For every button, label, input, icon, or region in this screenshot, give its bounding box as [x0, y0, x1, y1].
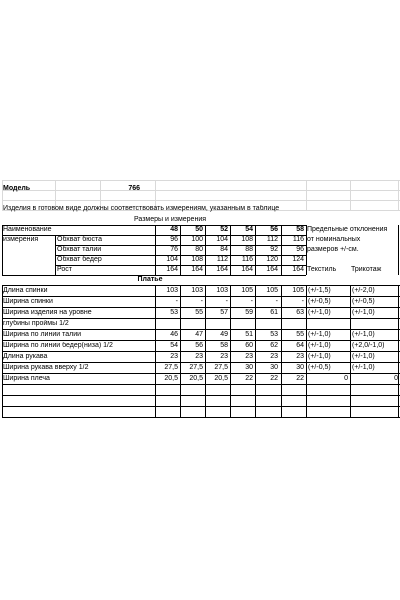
grid-line — [2, 225, 3, 275]
garment-row-value: 20,5 — [189, 375, 203, 382]
garment-row-value: 20,5 — [164, 375, 178, 382]
grid-line — [2, 190, 400, 191]
body-row-value: 164 — [292, 266, 304, 273]
grid-line — [2, 373, 400, 374]
body-row-value: 108 — [191, 256, 203, 263]
garment-row-knit: (+2,0/-1,0) — [352, 342, 385, 349]
garment-row-value: - — [225, 298, 228, 305]
garment-row-knit: (+/-1,0) — [352, 309, 375, 316]
grid-line — [155, 285, 156, 417]
grid-line — [2, 351, 400, 352]
body-row-value: 96 — [170, 236, 178, 243]
body-row-value: 164 — [216, 266, 228, 273]
garment-row-value: 60 — [245, 342, 253, 349]
garment-row-knit: (+/-1,0) — [352, 364, 375, 371]
body-row-value: 112 — [216, 256, 228, 263]
garment-row-value: 57 — [220, 309, 228, 316]
body-row-value: 164 — [166, 266, 178, 273]
grid-line — [56, 245, 306, 246]
garment-row-value: 27,5 — [214, 364, 228, 371]
garment-row-value: 30 — [296, 364, 304, 371]
size-col-48: 48 — [170, 226, 178, 233]
body-row-value: 84 — [220, 246, 228, 253]
body-row-value: 116 — [292, 236, 304, 243]
garment-row-value: 55 — [195, 309, 203, 316]
grid-line — [281, 285, 282, 417]
grid-line — [306, 285, 307, 417]
garment-row-knit: (+/-0,5) — [352, 298, 375, 305]
garment-row-value: 27,5 — [164, 364, 178, 371]
grid-line — [2, 200, 400, 201]
garment-row-name: Ширина по линии бедер(низа) 1/2 — [3, 342, 113, 349]
grid-line — [2, 285, 3, 417]
garment-row-knit: (+/-2,0) — [352, 287, 375, 294]
body-row-value: 164 — [191, 266, 203, 273]
grid-line — [398, 180, 399, 210]
garment-row-value: 63 — [296, 309, 304, 316]
deviation-line2: от номинальных — [307, 236, 361, 243]
body-row-value: 112 — [266, 236, 278, 243]
garment-row-value: 22 — [270, 375, 278, 382]
grid-line — [55, 235, 56, 275]
garment-row-value: 105 — [266, 287, 278, 294]
garment-row-value: 20,5 — [214, 375, 228, 382]
grid-line — [2, 307, 400, 308]
garment-row-value: 23 — [170, 353, 178, 360]
garment-row-textile: 0 — [344, 375, 348, 382]
grid-line — [306, 225, 307, 275]
grid-line — [230, 285, 231, 417]
garment-row-value: 55 — [296, 331, 304, 338]
body-row-value: 92 — [270, 246, 278, 253]
body-row-value: 104 — [216, 236, 228, 243]
size-col-54: 54 — [245, 226, 253, 233]
body-row-value: 108 — [241, 236, 253, 243]
garment-row-knit: 0 — [394, 375, 398, 382]
model-label: Модель — [3, 185, 31, 192]
garment-row-textile: (+/-0,5) — [308, 298, 331, 305]
grid-line — [2, 362, 400, 363]
garment-row-value: 105 — [292, 287, 304, 294]
grid-line — [350, 180, 351, 210]
body-row-value: 96 — [296, 246, 304, 253]
deviation-line3: размеров +/-см. — [307, 246, 359, 253]
garment-row-name: Длина спинки — [3, 287, 48, 294]
note-text: Изделия в готовом виде должны соответствовать измерениям, указанным в таблице — [3, 205, 280, 212]
grid-line — [205, 225, 206, 275]
garment-row-name: Длина рукава — [3, 353, 48, 360]
garment-row-value: 54 — [170, 342, 178, 349]
garment-row-value: 23 — [270, 353, 278, 360]
grid-line — [2, 285, 400, 286]
body-row-value: 80 — [195, 246, 203, 253]
garment-row-value: 30 — [270, 364, 278, 371]
header-name-2: измерения — [3, 236, 39, 243]
body-row-name: Рост — [57, 266, 72, 273]
garment-row-knit: (+/-1,0) — [352, 353, 375, 360]
garment-row-value: - — [175, 298, 178, 305]
garment-row-value: 53 — [170, 309, 178, 316]
garment-row-textile: (+/-0,5) — [308, 364, 331, 371]
garment-row-knit: (+/-1,0) — [352, 331, 375, 338]
garment-row-value: 27,5 — [189, 364, 203, 371]
garment-row-value: 23 — [220, 353, 228, 360]
grid-line — [230, 225, 231, 275]
garment-row-value: - — [250, 298, 253, 305]
grid-line — [180, 225, 181, 275]
garment-row-textile: (+/-1,0) — [308, 342, 331, 349]
body-row-value: 164 — [241, 266, 253, 273]
garment-row-value: 56 — [195, 342, 203, 349]
body-row-value: 76 — [170, 246, 178, 253]
header-name-1: Наименование — [3, 226, 52, 233]
size-col-56: 56 — [270, 226, 278, 233]
grid-line — [2, 180, 400, 181]
grid-line — [205, 285, 206, 417]
garment-row-value: 58 — [220, 342, 228, 349]
garment-row-textile: (+/-1,0) — [308, 353, 331, 360]
body-row-value: 164 — [266, 266, 278, 273]
grid-line — [255, 225, 256, 275]
garment-row-value: 22 — [296, 375, 304, 382]
section-title: Платье — [137, 276, 163, 283]
grid-line — [398, 225, 399, 275]
garment-row-value: 105 — [241, 287, 253, 294]
grid-line — [56, 265, 306, 266]
grid-line — [2, 384, 400, 385]
garment-row-value: 103 — [191, 287, 203, 294]
grid-line — [2, 417, 400, 418]
grid-line — [2, 340, 400, 341]
garment-row-name: Ширина по линии талии — [3, 331, 82, 338]
garment-row-textile: (+/-1,5) — [308, 287, 331, 294]
size-col-52: 52 — [220, 226, 228, 233]
body-row-value: 104 — [166, 256, 178, 263]
grid-line — [281, 225, 282, 275]
body-row-value: 124 — [292, 256, 304, 263]
garment-row-value: - — [301, 298, 304, 305]
garment-row-value: 30 — [245, 364, 253, 371]
garment-row-value: 22 — [245, 375, 253, 382]
sizes-title: Размеры и измерения — [133, 216, 207, 223]
garment-row-value: 51 — [245, 331, 253, 338]
garment-row-value: 47 — [195, 331, 203, 338]
garment-row-name: Ширина спинки — [3, 298, 53, 305]
body-row-value: 116 — [241, 256, 253, 263]
garment-row-value: 64 — [296, 342, 304, 349]
garment-row-value: - — [200, 298, 203, 305]
grid-line — [2, 235, 306, 236]
garment-row-value: 103 — [166, 287, 178, 294]
garment-row-name: Ширина изделия на уровне — [3, 309, 92, 316]
model-number: 766 — [128, 185, 140, 192]
garment-row-value: 61 — [270, 309, 278, 316]
garment-row-textile: (+/-1,0) — [308, 331, 331, 338]
grid-line — [56, 255, 306, 256]
garment-row-value: 23 — [195, 353, 203, 360]
grid-line — [350, 285, 351, 417]
garment-row-name: глубины проймы 1/2 — [3, 320, 69, 327]
grid-line — [255, 285, 256, 417]
grid-line — [398, 285, 399, 417]
col-textile: Текстиль — [307, 266, 337, 273]
grid-line — [2, 329, 400, 330]
garment-row-value: - — [275, 298, 278, 305]
garment-row-textile: (+/-1,0) — [308, 309, 331, 316]
body-row-name: Обхват бедер — [57, 256, 102, 263]
grid-line — [2, 395, 400, 396]
body-row-value: 100 — [191, 236, 203, 243]
garment-row-value: 23 — [245, 353, 253, 360]
size-col-50: 50 — [195, 226, 203, 233]
garment-row-name: Ширина плеча — [3, 375, 50, 382]
garment-row-value: 62 — [270, 342, 278, 349]
grid-line — [155, 225, 156, 275]
garment-row-value: 103 — [216, 287, 228, 294]
body-row-value: 120 — [266, 256, 278, 263]
size-col-58: 58 — [296, 226, 304, 233]
grid-line — [180, 285, 181, 417]
garment-row-value: 53 — [270, 331, 278, 338]
garment-row-name: Ширина рукава вверху 1/2 — [3, 364, 89, 371]
body-row-value: 88 — [245, 246, 253, 253]
body-row-name: Обхват талии — [57, 246, 102, 253]
col-knit: Трикотаж — [351, 266, 382, 273]
garment-row-value: 59 — [245, 309, 253, 316]
grid-line — [2, 318, 400, 319]
garment-row-value: 49 — [220, 331, 228, 338]
body-row-name: Обхват бюста — [57, 236, 103, 243]
deviation-title: Предельные отклонения — [307, 226, 388, 233]
grid-line — [2, 225, 306, 226]
garment-row-value: 46 — [170, 331, 178, 338]
garment-row-value: 23 — [296, 353, 304, 360]
grid-line — [306, 180, 307, 210]
grid-line — [2, 296, 400, 297]
grid-line — [2, 406, 400, 407]
